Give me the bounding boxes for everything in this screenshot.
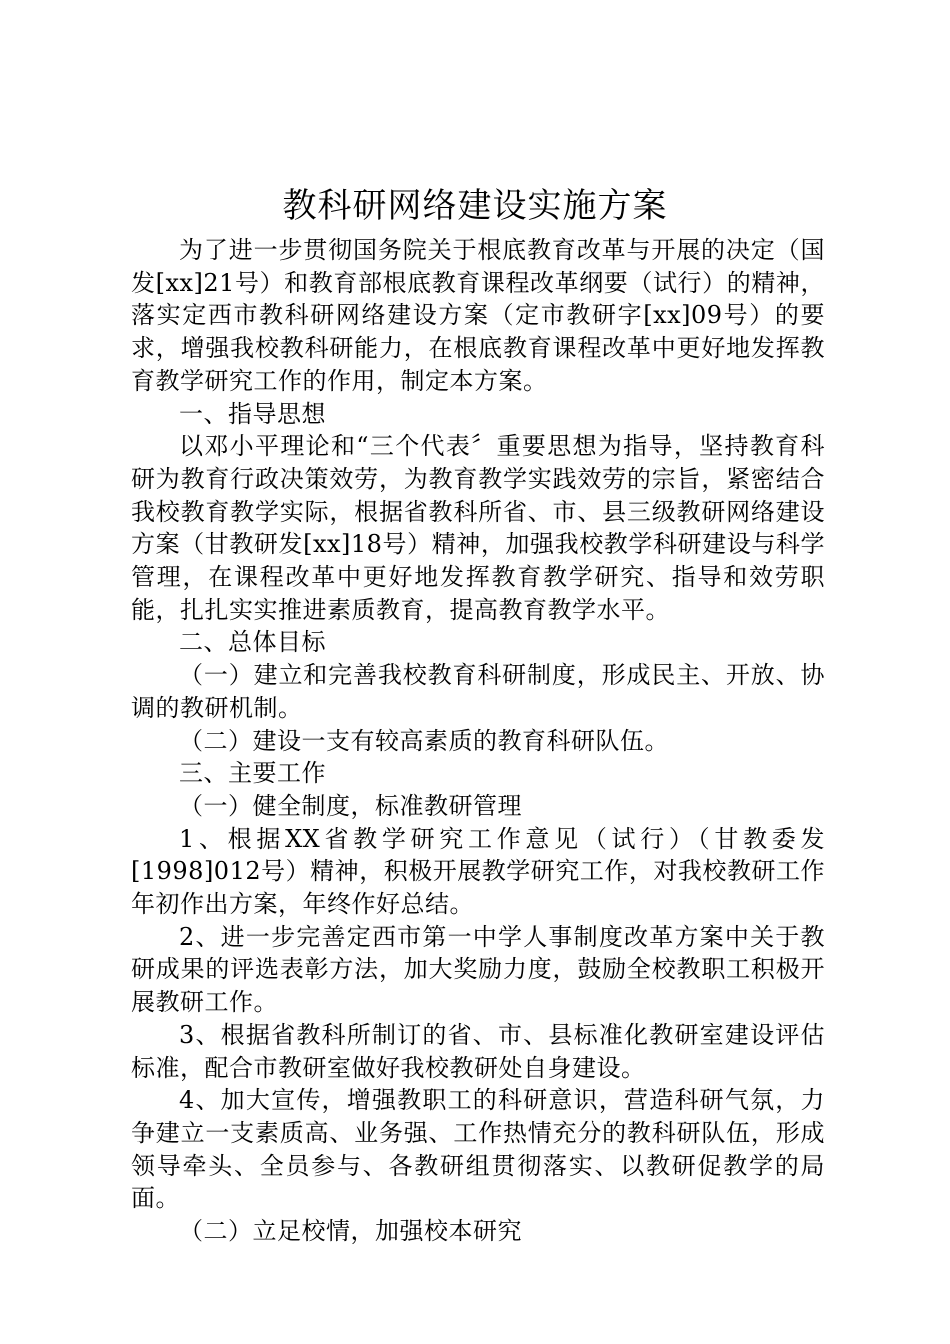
section-heading: 二、总体目标: [179, 628, 326, 657]
paragraph: 以邓小平理论和“三个代表〞重要思想为指导，坚持教育科研为教育行政决策效劳，为教育教学实践效劳的宗旨，紧密结合我校教育教学实际，根据省教科所省、市、县三级教研网络建设方案（甘教研发[xx]18号）精神，加强我校教学科研建设与科学管理，在课程改革中更好地发挥教育教学研究、指导和效劳职能，扎扎实实推进素质教育，提高教育教学水平。: [131, 432, 825, 624]
list-item: 3、根据省教科所制订的省、市、县标准化教研室建设评估标准，配合市教研室做好我校教研处自身建设。: [131, 1020, 825, 1082]
section-heading: 三、主要工作: [179, 759, 326, 788]
paragraph: （二）建设一支有较高素质的教育科研队伍。: [179, 726, 669, 755]
list-item: 1、根据XX省教学研究工作意见（试行）（甘教委发[1998]012号）精神，积极开展教学研究工作，对我校教研工作年初作出方案，年终作好总结。: [131, 824, 825, 919]
document-body: [131, 234, 825, 1248]
subsection-heading: （一）健全制度，标准教研管理: [179, 791, 522, 820]
list-item: 4、加大宣传，增强教职工的科研意识，营造科研气氛，力争建立一支素质高、业务强、工作热情充分的教科研队伍，形成领导牵头、全员参与、各教研组贯彻落实、以教研促教学的局面。: [131, 1086, 825, 1213]
section-heading: 一、指导思想: [179, 399, 326, 428]
paragraph: （一）建立和完善我校教育科研制度，形成民主、开放、协调的教研机制。: [131, 661, 825, 722]
list-item: 2、进一步完善定西市第一中学人事制度改革方案中关于教研成果的评选表彰方法，加大奖励力度，鼓励全校教职工积极开展教研工作。: [131, 922, 825, 1017]
subsection-heading: （二）立足校情，加强校本研究: [179, 1217, 522, 1246]
intro-paragraph: 为了进一步贯彻国务院关于根底教育改革与开展的决定（国发[xx]21号）和教育部根底教育课程改革纲要（试行）的精神，落实定西市教科研网络建设方案（定市教研字[xx]09号）的要求，增强我校教科研能力，在根底教育课程改革中更好地发挥教育教学研究工作的作用，制定本方案。: [131, 236, 825, 395]
document-title: 教科研网络建设实施方案: [282, 186, 668, 226]
